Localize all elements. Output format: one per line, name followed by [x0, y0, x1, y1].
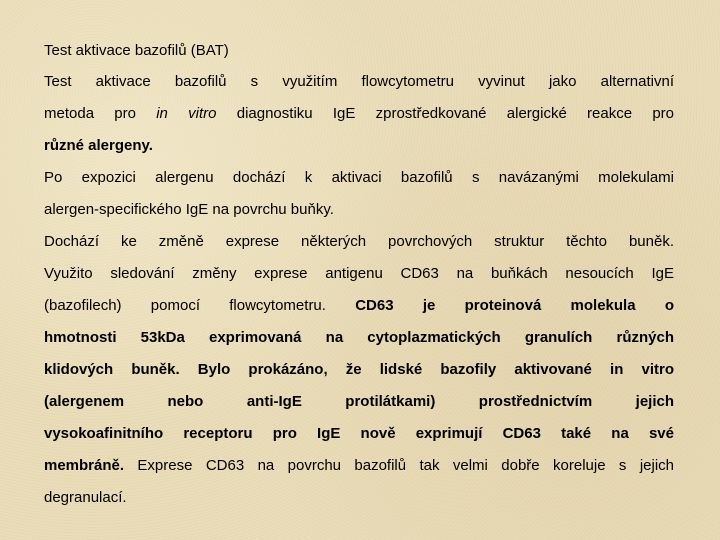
- slide-content: [44, 36, 674, 514]
- text-line: [44, 418, 674, 450]
- title-text: Test aktivace bazofilů (BAT): [44, 42, 229, 59]
- text-line: [44, 226, 674, 258]
- text-line: [44, 322, 674, 354]
- text-span: diagnostiku IgE zprostředkované alergické reakce pro: [216, 105, 674, 122]
- text-line: [44, 258, 674, 290]
- text-line: [44, 354, 674, 386]
- text-span: degranulací.: [44, 489, 127, 506]
- text-span: různé alergeny.: [44, 137, 153, 154]
- text-line: [44, 450, 674, 482]
- text-line: [44, 482, 674, 514]
- text-span: hmotnosti 53kDa exprimovaná na cytoplazmatických granulích různých: [44, 329, 674, 346]
- text-line: [44, 290, 674, 322]
- text-span: klidových buněk. Bylo prokázáno, že lidské bazofily aktivované in vitro: [44, 361, 674, 378]
- text-span: vysokoafinitního receptoru pro IgE nově exprimují CD63 také na své: [44, 425, 674, 442]
- text-line: [44, 194, 674, 226]
- text-span: alergen-specifického IgE na povrchu buňky.: [44, 201, 334, 218]
- text-span: Exprese CD63 na povrchu bazofilů tak velmi dobře koreluje s jejich: [124, 457, 674, 474]
- text-span: Po expozici alergenu dochází k aktivaci bazofilů s navázanými molekulami: [44, 169, 674, 186]
- bold-text: membráně.: [44, 457, 125, 474]
- text-line: [44, 130, 674, 162]
- text-line: [44, 98, 674, 130]
- text-line: [44, 386, 674, 418]
- text-line: [44, 162, 674, 194]
- slide-title: [44, 36, 674, 66]
- text-span: Dochází ke změně exprese některých povrchových struktur těchto buněk.: [44, 233, 674, 250]
- text-line: [44, 66, 674, 98]
- text-span: Využito sledování změny exprese antigenu CD63 na buňkách nesoucích IgE: [44, 265, 674, 282]
- text-span: (bazofilech) pomocí flowcytometru.: [44, 297, 356, 314]
- text-span: (alergenem nebo anti-IgE protilátkami) prostřednictvím jejich: [44, 393, 674, 410]
- text-span: Test aktivace bazofilů s využitím flowcytometru vyvinut jako alternativní: [44, 73, 674, 90]
- text-span: metoda pro: [44, 105, 157, 122]
- italic-term: in vitro: [156, 105, 217, 122]
- bold-text: CD63 je proteinová molekula o: [355, 297, 674, 314]
